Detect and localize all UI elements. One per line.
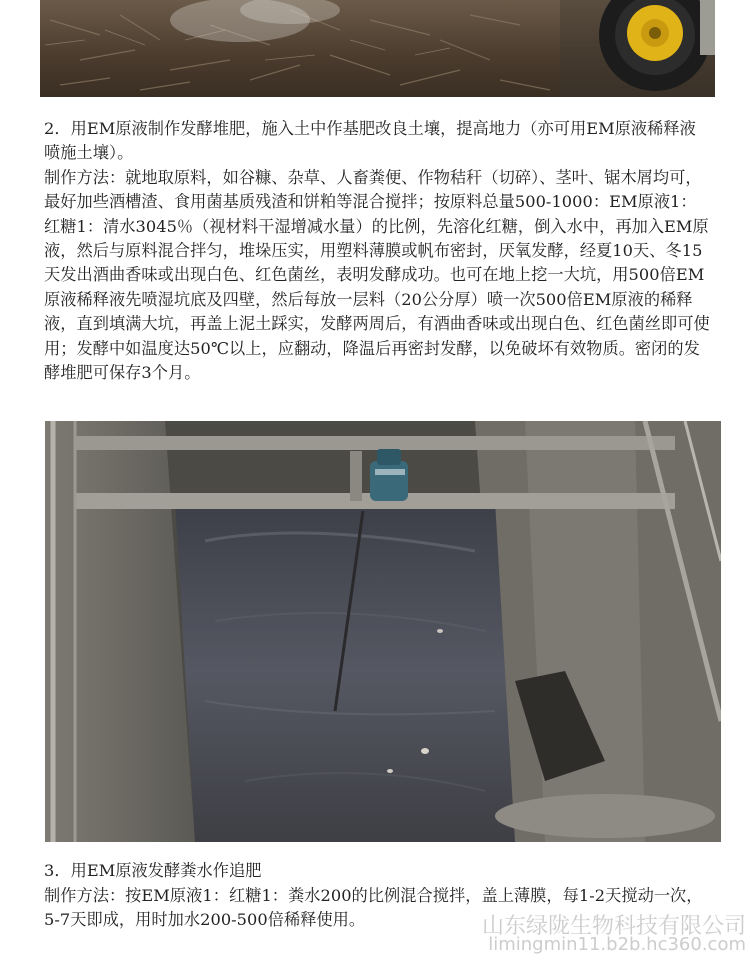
section-2-method: 制作方法：就地取原料，如谷糠、杂草、人畜粪便、作物秸秆（切碎）、茎叶、锯木屑均可，最好加些酒槽渣、食用菌基质残渣和饼粕等混合搅拌；按原料总量500-1000：EM原液1：红糖1：清水3045％（视材料干湿增减水量）的比例，先溶化红糖，倒入水中，再加入EM原液，然后与原料混合拌匀，堆垛压实，用塑料薄膜或帆布密封，厌氧发酵，经夏10天、冬15天发出酒曲香味或出现白色、红色菌丝，表明发酵成功。也可在地上挖一大坑，用500倍EM原液稀释液先喷湿坑底及四壁，然后每放一层料（20公分厚）喷一次500倍EM原液的稀释液，直到填满大坑，再盖上泥土踩实，发酵两周后，有酒曲香味或出现白色、红色菌丝即可使用；发酵中如温度达50℃以上，应翻动，降温后再密封发酵，以免破坏有效物质。密闭的发酵堆肥可保存3个月。 bbox=[44, 167, 710, 383]
section-3 bbox=[44, 859, 712, 933]
watermark-url: limingmin11.b2b.hc360.com bbox=[488, 934, 746, 955]
compost-pile-photo bbox=[40, 0, 715, 97]
section-2 bbox=[44, 117, 712, 385]
manure-fermentation-tank-photo-icon bbox=[45, 421, 721, 842]
compost-pile-with-loader-photo-icon bbox=[40, 0, 715, 97]
fermentation-tank-photo bbox=[45, 421, 721, 842]
watermark-company: 山东绿陇生物科技有限公司 bbox=[481, 914, 746, 939]
section-2-title: 2．用EM原液制作发酵堆肥，施入土中作基肥改良土壤，提高地力（亦可用EM原液稀释液喷施土壤）。 bbox=[44, 119, 696, 163]
section-3-method: 制作方法：按EM原液1：红糖1：粪水200的比例混合搅拌，盖上薄膜，每1-2天搅动一次，5-7天即成，用时加水200-500倍稀释使用。 bbox=[44, 885, 703, 930]
section-3-title: 3．用EM原液发酵粪水作追肥 bbox=[44, 861, 262, 880]
